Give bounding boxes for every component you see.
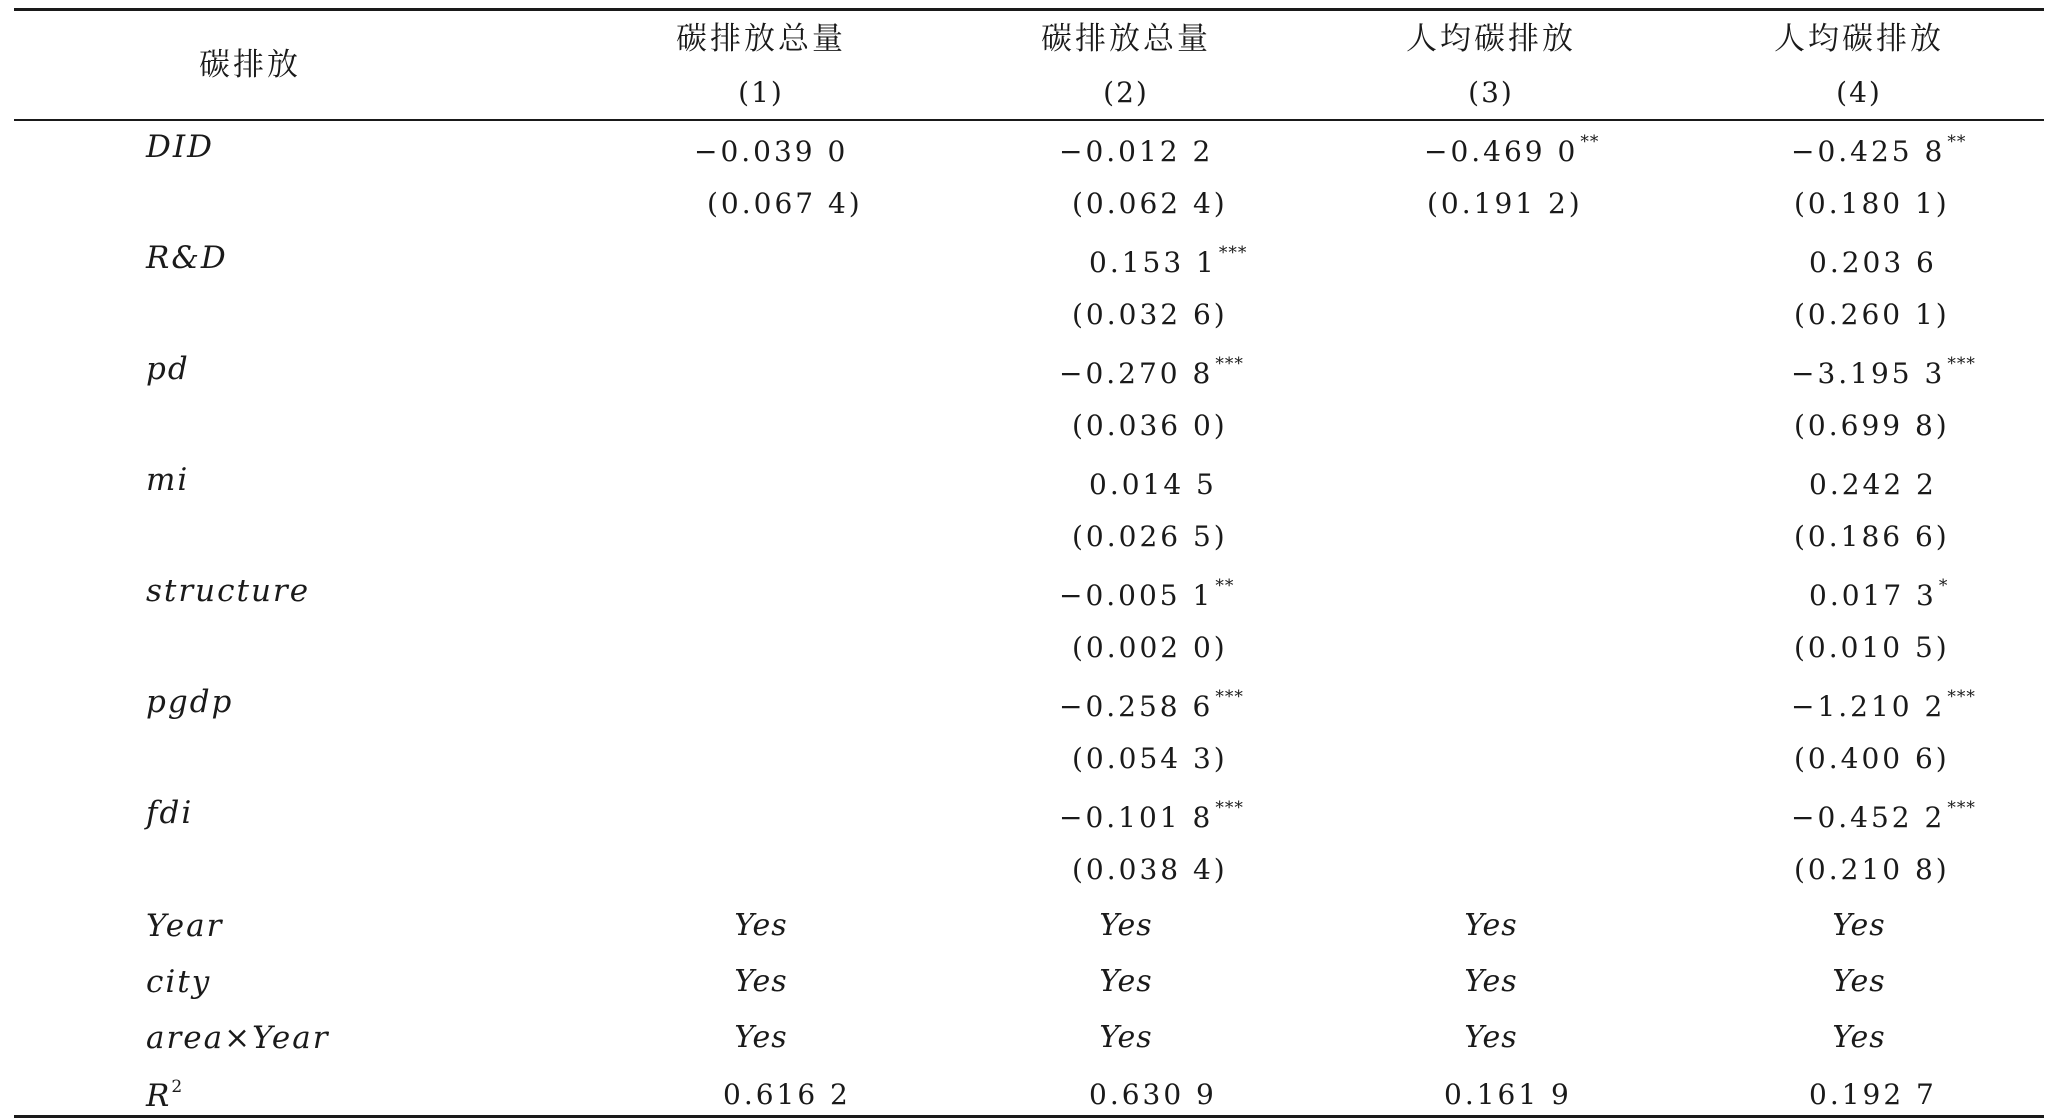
var-year: Year: [146, 908, 224, 944]
cell-rd-se-2: (0.032 6): [1072, 298, 1228, 331]
cell-rd-2: [1089, 245, 1247, 277]
cell-year-2: Yes: [1099, 908, 1153, 943]
cell-r-squared-4: 0.192 7: [1809, 1078, 1937, 1111]
cell-mi-4: [1809, 467, 1939, 499]
column-title-3: 人均碳排放: [1406, 21, 1576, 57]
coef: −0.258 6: [1059, 690, 1214, 723]
table-top-rule: [14, 8, 2044, 11]
cell-year-3: Yes: [1464, 908, 1518, 943]
cell-city-1: Yes: [734, 964, 788, 999]
cell-pgdp-4: [1791, 689, 1976, 721]
cell-did-se-2: (0.062 4): [1072, 187, 1228, 220]
cell-rd-4: [1809, 245, 1939, 277]
significance-stars: **: [1215, 576, 1235, 596]
coef: 0.203 6: [1809, 246, 1937, 279]
cell-structure-2: [1059, 578, 1234, 610]
cell-r-squared-1: 0.616 2: [723, 1078, 851, 1111]
cell-pgdp-se-2: (0.054 3): [1072, 742, 1228, 775]
coef: −1.210 2: [1791, 690, 1946, 723]
cell-mi-se-2: (0.026 5): [1072, 520, 1228, 553]
coef: −0.469 0: [1424, 135, 1579, 168]
cell-fdi-se-2: (0.038 4): [1072, 853, 1228, 886]
cell-city-2: Yes: [1099, 964, 1153, 999]
var-city: city: [146, 964, 212, 1000]
cell-mi-2: [1089, 467, 1219, 499]
cell-did-4: [1791, 134, 1966, 166]
cell-city-4: Yes: [1832, 964, 1886, 999]
cell-area-year-4: Yes: [1832, 1020, 1886, 1055]
cell-pd-se-2: (0.036 0): [1072, 409, 1228, 442]
cell-fdi-se-4: (0.210 8): [1794, 853, 1950, 886]
row-label-header: 碳排放: [199, 47, 301, 83]
cell-year-4: Yes: [1832, 908, 1886, 943]
coef: 0.242 2: [1809, 468, 1937, 501]
column-number-3: (3): [1468, 76, 1514, 109]
cell-structure-4: [1809, 578, 1948, 610]
var-mi: mi: [146, 462, 190, 498]
cell-area-year-1: Yes: [734, 1020, 788, 1055]
var-pd: pd: [146, 351, 190, 387]
cell-did-1: [694, 134, 850, 166]
var-r-squared-sup: 2: [171, 1077, 185, 1097]
cell-pgdp-2: [1059, 689, 1244, 721]
coef: 0.153 1: [1089, 246, 1217, 279]
cell-did-se-3: (0.191 2): [1427, 187, 1583, 220]
significance-stars: **: [1580, 132, 1600, 152]
cell-r-squared-2: 0.630 9: [1089, 1078, 1217, 1111]
var-did: DID: [146, 129, 214, 165]
column-number-2: (2): [1103, 76, 1149, 109]
coef: 0.014 5: [1089, 468, 1217, 501]
cell-mi-se-4: (0.186 6): [1794, 520, 1950, 553]
column-number-4: (4): [1836, 76, 1882, 109]
significance-stars: ***: [1215, 354, 1244, 374]
cell-structure-se-4: (0.010 5): [1794, 631, 1950, 664]
significance-stars: ***: [1947, 687, 1976, 707]
coef: −0.039 0: [694, 135, 849, 168]
column-title-4: 人均碳排放: [1774, 21, 1944, 57]
significance-stars: ***: [1947, 354, 1976, 374]
cell-pgdp-se-4: (0.400 6): [1794, 742, 1950, 775]
var-rd: R&D: [146, 240, 228, 276]
cell-city-3: Yes: [1464, 964, 1518, 999]
table-header-rule: [14, 119, 2044, 121]
coef: 0.017 3: [1809, 579, 1937, 612]
coef: −3.195 3: [1791, 357, 1946, 390]
cell-structure-se-2: (0.002 0): [1072, 631, 1228, 664]
var-r-squared: [146, 1079, 184, 1112]
cell-fdi-4: [1791, 800, 1976, 832]
cell-did-3: [1424, 134, 1599, 166]
regression-table: [14, 8, 2044, 1118]
coef: −0.005 1: [1059, 579, 1214, 612]
var-r-squared-base: R: [146, 1078, 172, 1114]
cell-pd-2: [1059, 356, 1244, 388]
var-area-year: area×Year: [146, 1020, 330, 1056]
significance-stars: ***: [1215, 798, 1244, 818]
column-number-1: (1): [738, 76, 784, 109]
cell-r-squared-3: 0.161 9: [1444, 1078, 1572, 1111]
significance-stars: *: [1938, 576, 1949, 596]
cell-area-year-2: Yes: [1099, 1020, 1153, 1055]
cell-year-1: Yes: [734, 908, 788, 943]
cell-area-year-3: Yes: [1464, 1020, 1518, 1055]
significance-stars: **: [1947, 132, 1967, 152]
cell-did-2: [1059, 134, 1215, 166]
cell-fdi-2: [1059, 800, 1244, 832]
coef: −0.270 8: [1059, 357, 1214, 390]
coef: −0.101 8: [1059, 801, 1214, 834]
table-bottom-rule: [14, 1115, 2044, 1118]
significance-stars: ***: [1947, 798, 1976, 818]
column-title-2: 碳排放总量: [1041, 21, 1211, 57]
cell-did-se-1: (0.067 4): [707, 187, 863, 220]
var-structure: structure: [146, 573, 311, 609]
cell-did-se-4: (0.180 1): [1794, 187, 1950, 220]
coef: −0.425 8: [1791, 135, 1946, 168]
var-fdi: fdi: [146, 795, 194, 831]
significance-stars: ***: [1215, 687, 1244, 707]
coef: −0.012 2: [1059, 135, 1214, 168]
cell-rd-se-4: (0.260 1): [1794, 298, 1950, 331]
var-pgdp: pgdp: [146, 684, 234, 720]
cell-pd-4: [1791, 356, 1976, 388]
coef: −0.452 2: [1791, 801, 1946, 834]
significance-stars: ***: [1218, 243, 1248, 263]
cell-pd-se-4: (0.699 8): [1794, 409, 1950, 442]
column-title-1: 碳排放总量: [676, 21, 846, 57]
